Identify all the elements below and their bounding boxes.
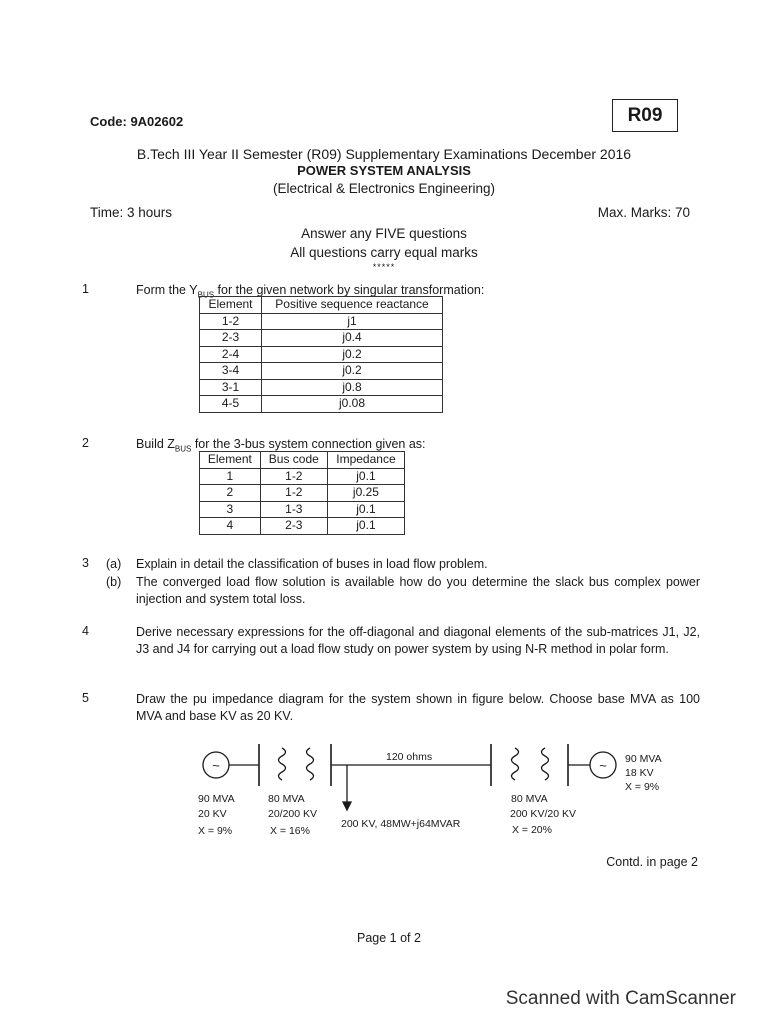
gen1-label-x: X = 9%: [198, 825, 233, 837]
continued-note: Contd. in page 2: [606, 855, 698, 869]
q3-a-label: (a): [106, 557, 122, 571]
tr1-label-kv: 20/200 KV: [268, 808, 318, 820]
tr2-label-mva: 80 MVA: [511, 793, 548, 805]
branch-name: (Electrical & Electronics Engineering): [272, 181, 496, 196]
q2-text-after: for the 3-bus system connection given as:: [191, 437, 426, 451]
q1-table: [199, 296, 443, 413]
question-3-number: 3: [82, 556, 89, 570]
q2-cell-element: 1: [200, 468, 261, 485]
q1-cell-reactance: j0.08: [262, 396, 443, 413]
table-row: [200, 346, 443, 363]
q2-cell-bus-code: 1-3: [260, 501, 327, 518]
transformer-2-secondary-winding: [542, 748, 549, 780]
max-marks: Max. Marks: 70: [597, 205, 690, 220]
question-5-number: 5: [82, 691, 89, 705]
load-label: 200 KV, 48MW+j64MVAR: [341, 818, 461, 830]
tr2-label-x: X = 20%: [512, 824, 552, 836]
q2-cell-bus-code: 2-3: [260, 518, 327, 535]
q1-header-element: Element: [200, 297, 262, 314]
table-row: [200, 468, 405, 485]
q1-cell-element: 3-4: [200, 363, 262, 380]
regulation-label: R09: [627, 104, 663, 126]
transformer-2-primary-winding: [512, 748, 519, 780]
q2-cell-bus-code: 1-2: [260, 485, 327, 502]
table-row: [200, 330, 443, 347]
q2-cell-bus-code: 1-2: [260, 468, 327, 485]
q2-subscript: BUS: [174, 444, 192, 454]
generator-2-tilde-icon: ~: [599, 758, 607, 773]
table-row: [200, 313, 443, 330]
q1-text-after: for the given network by singular transformation:: [214, 283, 485, 297]
table-row: [200, 379, 443, 396]
q2-cell-impedance: j0.1: [327, 501, 404, 518]
q1-cell-reactance: j0.2: [262, 363, 443, 380]
gen2-label-x: X = 9%: [625, 781, 660, 793]
exam-code: Code: 9A02602: [90, 114, 184, 129]
table-row: [200, 396, 443, 413]
table-row: [200, 363, 443, 380]
q1-cell-element: 4-5: [200, 396, 262, 413]
transformer-1-primary-winding: [279, 748, 286, 780]
q2-cell-impedance: j0.1: [327, 468, 404, 485]
q2-header-impedance: Impedance: [327, 452, 404, 469]
q1-cell-element: 2-4: [200, 346, 262, 363]
q1-table-header: [200, 297, 443, 314]
scanner-watermark: Scanned with CamScanner: [505, 988, 736, 1009]
transformer-1-secondary-winding: [307, 748, 314, 780]
q1-cell-reactance: j1: [262, 313, 443, 330]
q1-cell-element: 1-2: [200, 313, 262, 330]
q2-cell-impedance: j0.25: [327, 485, 404, 502]
single-line-diagram: [0, 730, 768, 850]
exam-title: B.Tech III Year II Semester (R09) Supplementary Examinations December 2016: [136, 146, 632, 162]
q1-cell-reactance: j0.4: [262, 330, 443, 347]
q1-cell-element: 3-1: [200, 379, 262, 396]
q1-cell-reactance: j0.8: [262, 379, 443, 396]
regulation-box: [612, 99, 678, 132]
generator-1-tilde-icon: ~: [212, 758, 220, 773]
load-arrow-icon: [343, 802, 351, 810]
q2-cell-element: 4: [200, 518, 261, 535]
q2-header-bus-code: Bus code: [260, 452, 327, 469]
gen1-label-mva: 90 MVA: [198, 793, 235, 805]
gen2-label-kv: 18 KV: [625, 767, 654, 779]
table-row: [200, 485, 405, 502]
gen2-label-mva: 90 MVA: [625, 753, 662, 765]
instruction-1: Answer any FIVE questions: [301, 226, 467, 241]
question-4-text: Derive necessary expressions for the off-diagonal and diagonal elements of the sub-matrices J1, J2, J3 and J4 for carrying out a load flow study on power system by using N-R method in polar form.: [136, 625, 700, 656]
table-row: [200, 501, 405, 518]
instruction-2: All questions carry equal marks: [290, 245, 478, 260]
tr2-label-kv: 200 KV/20 KV: [510, 808, 576, 820]
q1-text-before: Form the Y: [136, 283, 198, 297]
q1-cell-reactance: j0.2: [262, 346, 443, 363]
q2-table: [199, 451, 405, 535]
question-1-number: 1: [82, 282, 89, 296]
q2-table-header: [200, 452, 405, 469]
q2-header-element: Element: [200, 452, 261, 469]
tr1-label-mva: 80 MVA: [268, 793, 305, 805]
q3-a-text: Explain in detail the classification of buses in load flow problem.: [136, 557, 488, 571]
tr1-label-x: X = 16%: [270, 825, 310, 837]
q1-subscript: BUS: [197, 290, 215, 300]
q3-b-text: The converged load flow solution is available how do you determine the slack bus complex power injection and system total loss.: [136, 575, 700, 606]
q2-cell-element: 3: [200, 501, 261, 518]
q1-header-reactance: Positive sequence reactance: [262, 297, 443, 314]
exam-time: Time: 3 hours: [90, 205, 173, 220]
q3-b-label: (b): [106, 575, 122, 589]
q2-text-before: Build Z: [136, 437, 175, 451]
page-number: Page 1 of 2: [357, 931, 421, 945]
line-impedance-label: 120 ohms: [386, 751, 433, 763]
gen1-label-kv: 20 KV: [198, 808, 227, 820]
q2-cell-element: 2: [200, 485, 261, 502]
subject-title: POWER SYSTEM ANALYSIS: [297, 163, 471, 178]
q2-cell-impedance: j0.1: [327, 518, 404, 535]
table-row: [200, 518, 405, 535]
q1-cell-element: 2-3: [200, 330, 262, 347]
question-2-number: 2: [82, 436, 89, 450]
question-5-text: Draw the pu impedance diagram for the system shown in figure below. Choose base MVA as 100 MVA and base KV as 20 KV.: [136, 692, 700, 723]
question-4-number: 4: [82, 624, 89, 638]
separator-stars: *****: [372, 262, 396, 272]
